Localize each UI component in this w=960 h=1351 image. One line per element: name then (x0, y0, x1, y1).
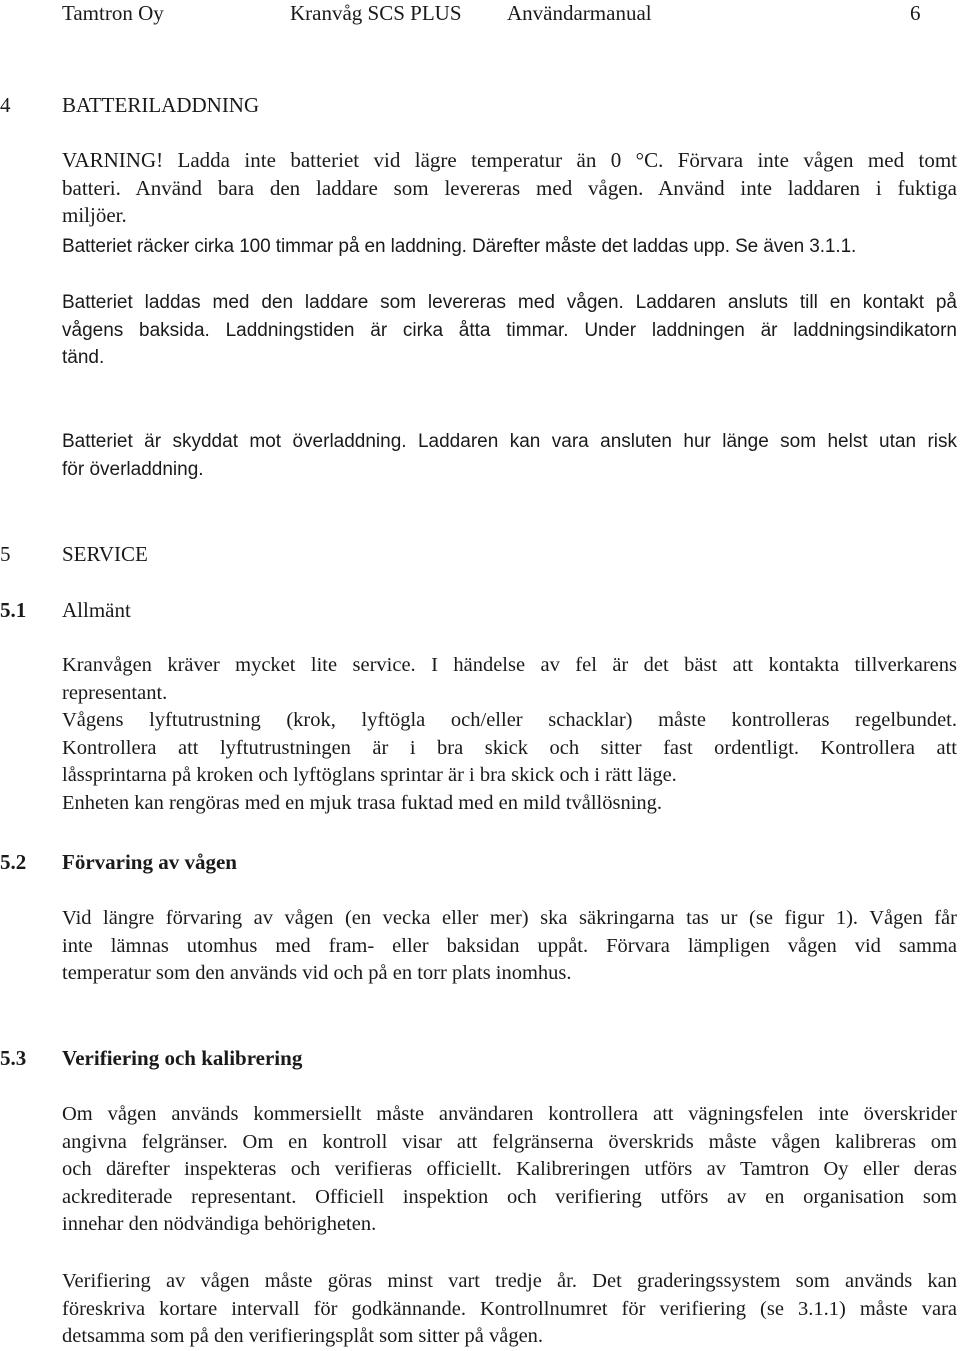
section-5-title: SERVICE (62, 542, 148, 566)
warning-line: batteri. Använd bara den laddare som levereras med vågen. Använd inte laddaren i fuktiga (62, 175, 957, 200)
service-line: Vågens lyftutrustning (krok, lyftögla och/eller schacklar) måste kontrolleras regelbundet. (62, 709, 957, 732)
header-title: Kranvåg SCS PLUS (290, 1, 462, 25)
overcharge-line: för överladdning. (62, 458, 204, 480)
section-5-2-title: Förvaring av vågen (62, 850, 237, 874)
battery-life-text: Batteriet räcker cirka 100 timmar på en laddning. Därefter måste det laddas upp. Se även 3.1.1. (62, 236, 857, 257)
overcharge-paragraph (62, 428, 957, 483)
warning-line: miljöer. (62, 203, 127, 228)
charging-line: Batteriet laddas med den laddare som levereras med vågen. Laddaren ansluts till en kontakt på (62, 292, 957, 313)
section-4-number: 4 (0, 93, 11, 117)
section-5-3-title: Verifiering och kalibrering (62, 1046, 303, 1070)
header-page-number: 6 (910, 1, 921, 25)
service-line: Kranvågen kräver mycket lite service. I händelse av fel är det bäst att kontakta tillverkarens (62, 654, 957, 676)
service-general-paragraph (62, 652, 957, 818)
section-5-3-number: 5.3 (0, 1046, 27, 1070)
storage-paragraph (62, 905, 957, 988)
verification-line: föreskriva kortare intervall för godkännande. Kontrollnumret för verifiering (se 3.1.1) måste vara (62, 1297, 957, 1320)
section-5-number: 5 (0, 542, 11, 566)
verification-line: Verifiering av vågen måste göras minst vart tredje år. Det graderingssystem som används kan (62, 1270, 957, 1292)
verification-paragraph-2 (62, 1268, 957, 1351)
section-5-1-number: 5.1 (0, 598, 27, 622)
section-5-2-number: 5.2 (0, 850, 27, 874)
section-5-1-title: Allmänt (62, 598, 131, 622)
verification-line: detsamma som på den verifieringsplåt som sitter på vågen. (62, 1325, 544, 1348)
charging-line: tänd. (62, 347, 105, 369)
overcharge-line: Batteriet är skyddat mot överladdning. Laddaren kan vara ansluten hur länge som helst utan risk (62, 431, 957, 452)
header-doc: Användarmanual (507, 1, 652, 25)
storage-line: Vid längre förvaring av vågen (en vecka eller mer) ska säkringarna tas ur (se figur 1). Vågen får (62, 907, 957, 929)
verification-line: och därefter inspekteras och verifieras officiellt. Kalibreringen utförs av Tamtron Oy eller deras (62, 1158, 957, 1181)
service-line: representant. (62, 681, 168, 704)
storage-line: inte lämnas utomhus med fram- eller baksidan uppåt. Förvara lämpligen vågen vid samma (62, 934, 957, 957)
verification-line: Om vågen används kommersiellt måste användaren kontrollera att vägningsfelen inte överskrider (62, 1103, 957, 1125)
section-4-title: BATTERILADDNING (62, 93, 260, 117)
verification-line: innehar den nödvändiga behörigheten. (62, 1213, 377, 1236)
verification-line: angivna felgränser. Om en kontroll visar att felgränserna överskrids måste vågen kalibreras om (62, 1130, 957, 1153)
service-line: låssprintarna på kroken och lyftöglans sprintar är i bra skick och i rätt läge. (62, 764, 677, 787)
battery-life-paragraph (62, 233, 957, 261)
warning-line: VARNING! Ladda inte batteriet vid lägre temperatur än 0 °C. Förvara inte vågen med tomt (62, 148, 957, 172)
charging-paragraph (62, 289, 957, 372)
warning-paragraph (62, 147, 957, 230)
service-line: Enheten kan rengöras med en mjuk trasa fuktad med en mild tvållösning. (62, 791, 663, 814)
verification-line: ackrediterade representant. Officiell inspektion och verifiering utförs av en organisation som (62, 1185, 957, 1208)
storage-line: temperatur som den används vid och på en torr plats inomhus. (62, 962, 572, 985)
header-company: Tamtron Oy (62, 1, 164, 25)
charging-line: vågens baksida. Laddningstiden är cirka åtta timmar. Under laddningen är laddningsindikatorn (62, 319, 957, 341)
verification-paragraph-1 (62, 1101, 957, 1239)
service-line: Kontrollera att lyftutrustningen är i bra skick och sitter fast ordentligt. Kontrollera att (62, 736, 957, 759)
